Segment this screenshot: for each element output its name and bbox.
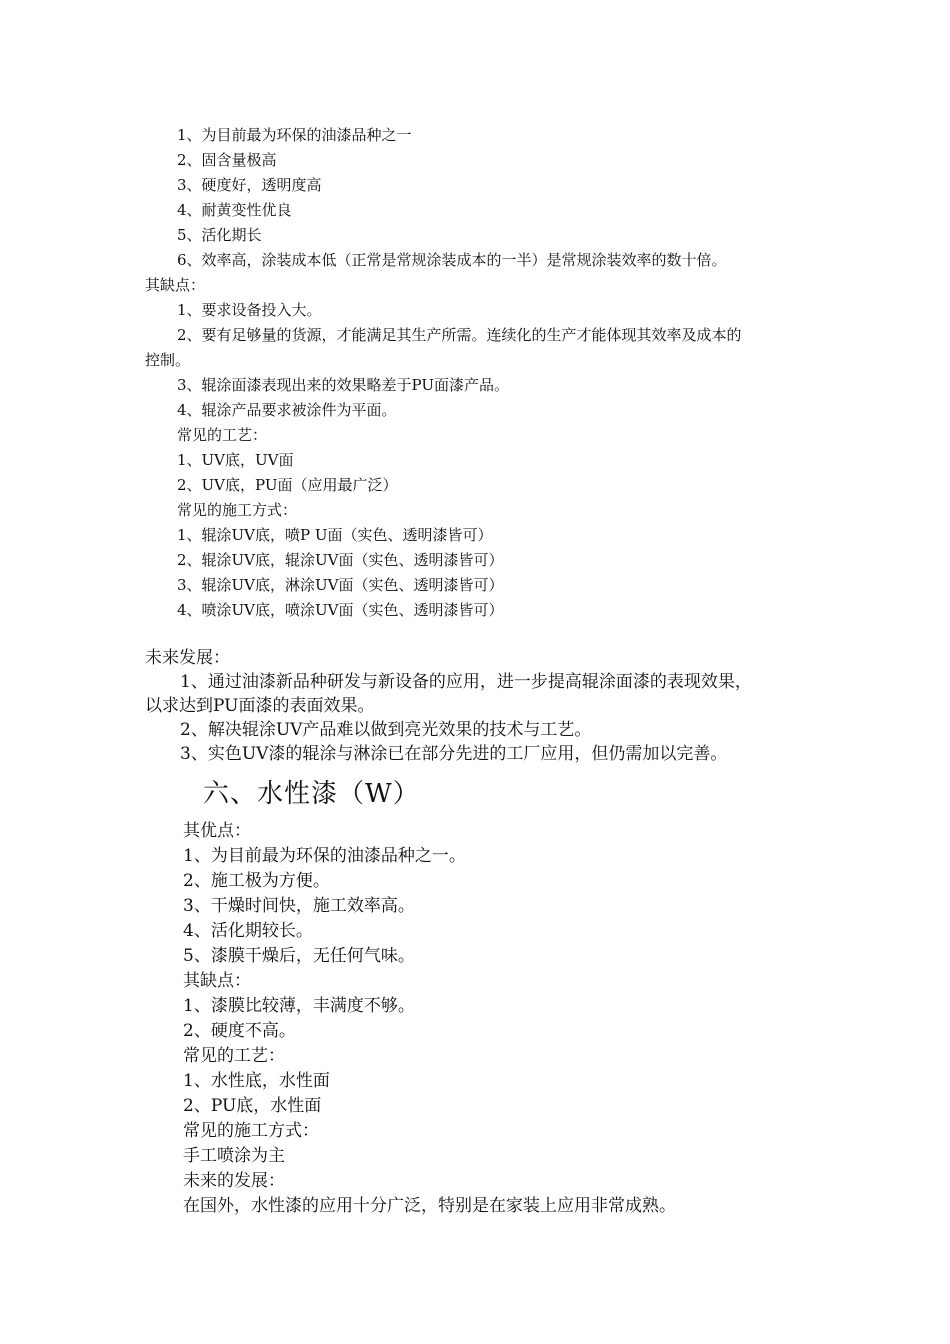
process-item: 1、UV底，UV面 [177,451,294,469]
future-item: 1、通过油漆新品种研发与新设备的应用，进一步提高辊涂面漆的表现效果， [180,672,752,692]
disadvantage-item: 4、辊涂产品要求被涂件为平面。 [177,401,397,419]
advantage-item: 4、耐黄变性优良 [177,201,292,219]
disadvantage-item: 1、要求设备投入大。 [177,301,322,319]
method-item: 2、辊涂UV底，辊涂UV面（实色、透明漆皆可） [177,551,504,569]
advantage-item: 1、为目前最为环保的油漆品种之一 [177,126,412,144]
process-item: 2、PU底，水性面 [183,1096,322,1116]
section-heading: 六、水性漆（W） [203,779,420,809]
method-title: 常见的施工方式： [177,501,298,519]
future-title: 未来发展： [145,648,230,668]
process-title: 常见的工艺： [177,426,268,444]
future-title: 未来的发展： [183,1171,285,1191]
advantage-item: 5、漆膜干燥后，无任何气味。 [183,946,415,966]
advantage-item: 3、硬度好，透明度高 [177,176,322,194]
future-item: 2、解决辊涂UV产品难以做到亮光效果的技术与工艺。 [180,720,592,740]
advantage-item: 4、活化期较长。 [183,921,313,941]
advantage-item: 2、固含量极高 [177,151,277,169]
process-item: 2、UV底，PU面（应用最广泛） [177,476,398,494]
disadvantage-item: 3、辊涂面漆表现出来的效果略差于PU面漆产品。 [177,376,510,394]
disadvantage-item: 1、漆膜比较薄，丰满度不够。 [183,996,415,1016]
advantage-item: 2、施工极为方便。 [183,871,330,891]
disadvantage-item: 控制。 [145,351,191,369]
method-item: 4、喷涂UV底，喷涂UV面（实色、透明漆皆可） [177,601,504,619]
process-item: 1、水性底，水性面 [183,1071,330,1091]
future-item: 在国外，水性漆的应用十分广泛，特别是在家装上应用非常成熟。 [183,1196,676,1216]
future-item: 3、实色UV漆的辊涂与淋涂已在部分先进的工厂应用，但仍需加以完善。 [180,744,728,764]
method-title: 常见的施工方式： [183,1121,319,1141]
method-item: 手工喷涂为主 [183,1146,285,1166]
process-title: 常见的工艺： [183,1046,285,1066]
disadvantages-title: 其缺点： [145,276,206,294]
disadvantage-item: 2、要有足够量的货源，才能满足其生产所需。连续化的生产才能体现其效率及成本的 [177,326,742,344]
disadvantages-title: 其缺点： [183,971,251,991]
advantage-item: 1、为目前最为环保的油漆品种之一。 [183,846,466,866]
advantage-item: 5、活化期长 [177,226,262,244]
advantage-item: 3、干燥时间快，施工效率高。 [183,896,415,916]
advantage-item: 6、效率高，涂装成本低（正常是常规涂装成本的一半）是常规涂装效率的数十倍。 [177,251,727,269]
advantages-title: 其优点： [183,821,251,841]
method-item: 3、辊涂UV底，淋涂UV面（实色、透明漆皆可） [177,576,504,594]
future-item: 以求达到PU面漆的表面效果。 [145,696,375,716]
disadvantage-item: 2、硬度不高。 [183,1021,296,1041]
method-item: 1、辊涂UV底，喷P U面（实色、透明漆皆可） [177,526,493,544]
